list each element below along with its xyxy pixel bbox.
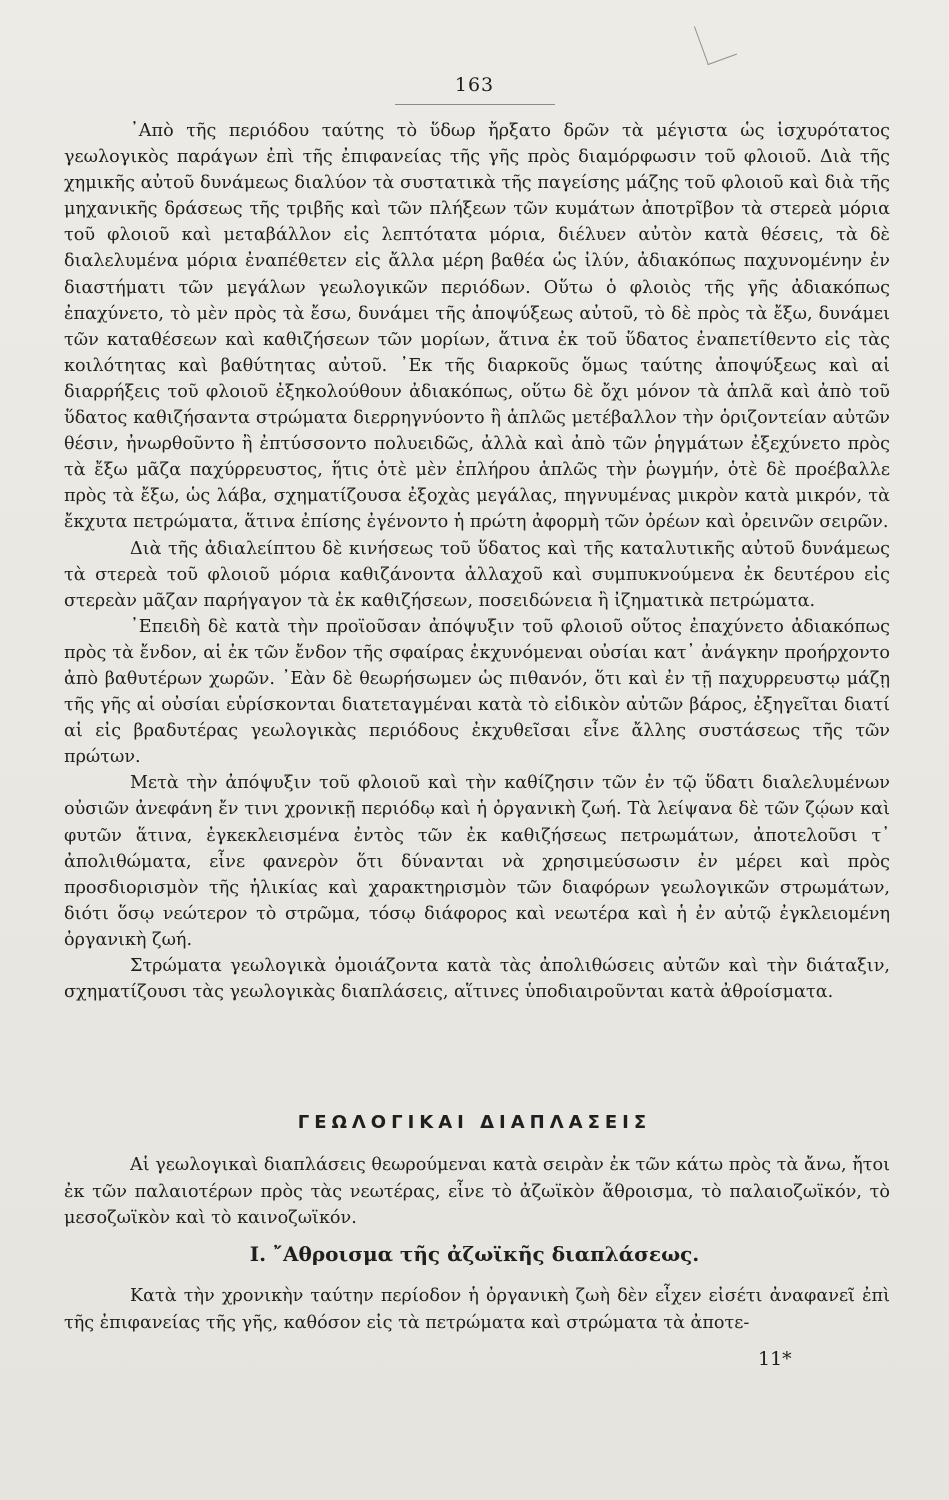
paragraph-4: Μετὰ τὴν ἀπόψυξιν τοῦ φλοιοῦ καὶ τὴν καθίζησιν τῶν ἐν τῷ ὕδατι διαλελυμένων οὐσιῶν ἀνεφάνη ἔν τινι χρονικῇ περιόδῳ καὶ ἡ ὀργανικὴ ζωή. Τὰ λείψανα δὲ τῶν ζῴων καὶ φυτῶν ἅτινα, ἐγκεκλεισμένα ἐντὸς τῶν ἐκ καθιζήσεως πετρωμάτων, ἀποτελοῦσι τ᾿ ἀπολιθώματα, εἶνε φανερὸν ὅτι δύνανται νὰ χρησιμεύσωσιν ἐν μέρει καὶ πρὸς προσδιορισμὸν τῆς ἡλικίας καὶ χαρακτηρισμὸν τῶν διαφόρων γεωλογικῶν στρωμάτων, διότι ὅσῳ νεώτερον τὸ στρῶμα, τόσῳ διάφορος καὶ νεωτέρα καὶ ἡ ἐν αὐτῷ ἐγκλειομένη ὀργανικὴ ζωή. xyxy=(64,773,890,950)
main-text xyxy=(64,118,890,1005)
paragraph-5: Στρώματα γεωλογικὰ ὁμοιάζοντα κατὰ τὰς ἀπολιθώσεις αὐτῶν καὶ τὴν διάταξιν, σχηματίζουσι τὰς γεωλογικὰς διαπλάσεις, αἵτινες ὑποδιαιροῦνται κατὰ ἀθροίσματα. xyxy=(64,956,890,1003)
page-number: 163 xyxy=(454,74,495,96)
paragraph-2: Διὰ τῆς ἀδιαλείπτου δὲ κινήσεως τοῦ ὕδατος καὶ τῆς καταλυτικῆς αὐτοῦ δυνάμεως τὰ στερεὰ τοῦ φλοιοῦ μόρια καθιζάνοντα ἀλλαχοῦ καὶ συμπυκνούμενα ἐκ δευτέρου εἰς στερεὰν μᾶζαν παρήγαγον τὰ ἐκ καθιζήσεων, ποσειδώνεια ἢ ἰζηματικὰ πετρώματα. xyxy=(64,538,890,611)
paragraph-3: ᾿Επειδὴ δὲ κατὰ τὴν προϊοῦσαν ἀπόψυξιν τοῦ φλοιοῦ οὕτος ἐπαχύνετο ἀδιακόπως πρὸς τὰ ἔνδον, αἱ ἐκ τῶν ἔνδον τῆς σφαίρας ἐκχυνόμεναι οὐσίαι κατ᾿ ἀνάγκην προήρχοντο ἀπὸ βαθυτέρων χωρῶν. ᾿Εὰν δὲ θεωρήσωμεν ὡς πιθανόν, ὅτι καὶ ἐν τῇ παχυρρευστῳ μάζῃ τῆς γῆς αἱ οὐσίαι εὑρίσκονται διατεταγμέναι κατὰ τὸ εἰδικὸν αὐτῶν βάρος, ἐξηγεῖται διατί αἱ εἰς βραδυτέρας γεωλογικὰς περιόδους ἐκχυθεῖσαι εἶνε ἄλλης συστάσεως τῆς τῶν πρώτων. xyxy=(64,616,890,768)
section-heading-geological-formations: ΓΕΩΛΟΓΙΚΑΙ ΔΙΑΠΛΑΣΕΙΣ xyxy=(297,1112,652,1133)
subsection-paragraph: Κατὰ τὴν χρονικὴν ταύτην περίοδον ἡ ὀργανικὴ ζωὴ δὲν εἶχεν εἰσέτι ἀναφανεῖ ἐπὶ τῆς ἐπιφανείας τῆς γῆς, καθόσον εἰς τὰ πετρώματα καὶ στρώματα τὰ ἀποτε- xyxy=(64,1286,890,1333)
signature-mark: 11* xyxy=(758,1348,792,1370)
corner-pencil-mark xyxy=(694,16,737,65)
section-intro-paragraph: Αἱ γεωλογικαὶ διαπλάσεις θεωρούμεναι κατὰ σειρὰν ἐκ τῶν κάτω πρὸς τὰ ἄνω, ἤτοι ἐκ τῶν παλαιοτέρων πρὸς τὰς νεωτέρας, εἶνε τὸ ἀζωϊκὸν ἄθροισμα, τὸ παλαιοζωϊκόν, τὸ μεσοζωϊκὸν καὶ τὸ καινοζωϊκόν. xyxy=(64,1155,890,1228)
section-intro xyxy=(64,1152,890,1232)
header-rule xyxy=(395,104,555,105)
paragraph-1: ᾿Απὸ τῆς περιόδου ταύτης τὸ ὕδωρ ἤρξατο δρῶν τὰ μέγιστα ὡς ἰσχυρότατος γεωλογικὸς παράγων ἐπὶ τῆς ἐπιφανείας τῆς γῆς πρὸς διαμόρφωσιν τοῦ φλοιοῦ. Διὰ τῆς χημικῆς αὐτοῦ δυνάμεως διαλύον τὰ συστατικὰ τῆς παγείσης μάζης τοῦ φλοιοῦ καὶ διὰ τῆς μηχανικῆς δράσεως τῆς τριβῆς καὶ τῶν πλήξεων τῶν κυμάτων ἀποτρῖβον τὰ στερεὰ μόρια τοῦ φλοιοῦ καὶ μεταβάλλον εἰς λεπτότατα μόρια, διέλυεν αὐτὸν κατὰ θέσεις, τὰ δὲ διαλελυμένα μόρια ἐναπέθετεν εἰς ἄλλα μέρη βαθέα ὡς ἰλύν, ἀδιακόπως παχυνομένην ἐν διαστήματι τῶν μεγάλων γεωλογικῶν περιόδων. Οὕτω ὁ φλοιὸς τῆς γῆς ἀδιακόπως ἐπαχύνετο, τὸ μὲν πρὸς τὰ ἔσω, δυνάμει τῆς ἀποψύξεως αὐτοῦ, τὸ δὲ πρὸς τὰ ἔξω, δυνάμει τῶν καταθέσεων καὶ καθιζήσεων τῶν μορίων, ἅτινα ἐκ τοῦ ὕδατος ἐναπετίθεντο εἰς τὰς κοιλότητας καὶ βαθύτητας αὐτοῦ. ᾿Εκ τῆς διαρκοῦς ὅμως ταύτης ἀποψύξεως καὶ αἱ διαρρήξεις τοῦ φλοιοῦ ἐξηκολούθουν ἀδιακόπως, οὕτω δὲ ὄχι μόνον τὰ ἁπλᾶ καὶ ἀπὸ τοῦ ὕδατος καθιζήσαντα στρώματα διερρηγνύοντο ἢ ἁπλῶς μετέβαλλον τὴν ὁριζοντείαν αὐτῶν θέσιν, ἠνωρθοῦντο ἢ ἐπτύσσοντο πολυειδῶς, ἀλλὰ καὶ ἀπὸ τῶν ῥηγμάτων ἐξεχύνετο πρὸς τὰ ἔξω μᾶζα παχύρρευστος, ἥτις ὁτὲ μὲν ἐπλήρου ἁπλῶς τὴν ῥωγμήν, ὁτὲ δὲ προέβαλλε πρὸς τὰ ἔξω, ὡς λάβα, σχηματίζουσα ἐξοχὰς μεγάλας, πηγνυμένας μικρὸν κατὰ μικρόν, τὰ ἔκχυτα πετρώματα, ἅτινα ἐπίσης ἐγένοντο ἡ πρώτη ἀφορμὴ τῶν ὀρέων καὶ ὀρεινῶν σειρῶν. xyxy=(64,121,890,533)
subsection-text xyxy=(64,1283,890,1336)
subsection-heading-azoic: I. ῎Αθροισμα τῆς ἀζωϊκῆς διαπλάσεως. xyxy=(249,1242,700,1266)
